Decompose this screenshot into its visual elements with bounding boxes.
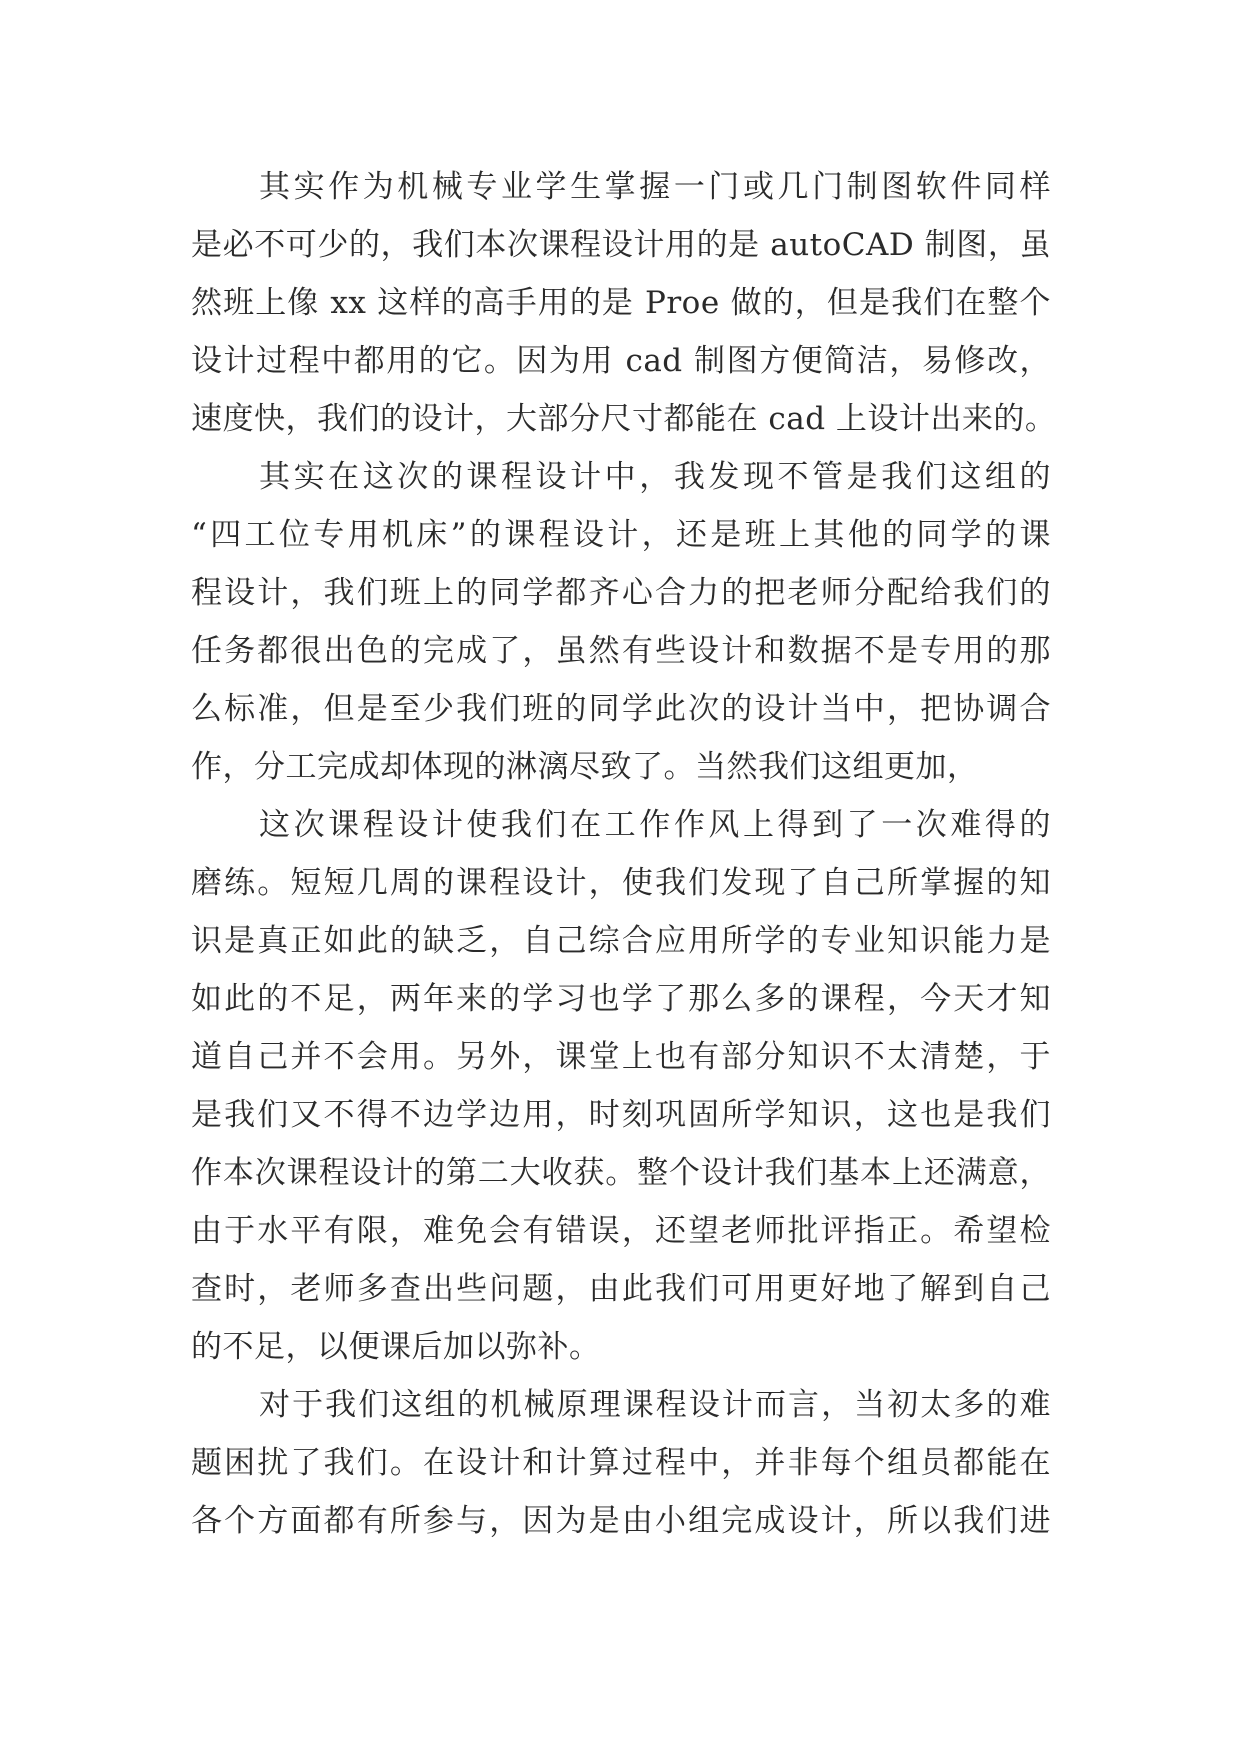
- text-line: 其实作为机械专业学生掌握一门或几门制图软件同样: [259, 169, 1051, 205]
- document-body: [191, 158, 1057, 1550]
- text-line: 各个方面都有所参与，因为是由小组完成设计，所以我们进: [191, 1503, 1051, 1539]
- text-line: 如此的不足，两年来的学习也学了那么多的课程，今天才知: [191, 981, 1051, 1017]
- text-line: 程设计，我们班上的同学都齐心合力的把老师分配给我们的: [191, 575, 1051, 611]
- text-line: 识是真正如此的缺乏，自己综合应用所学的专业知识能力是: [191, 923, 1051, 959]
- text-line: “四工位专用机床”的课程设计，还是班上其他的同学的课: [191, 517, 1051, 553]
- text-line: 其实在这次的课程设计中，我发现不管是我们这组的: [259, 459, 1051, 495]
- text-line: 磨练。短短几周的课程设计，使我们发现了自己所掌握的知: [191, 865, 1051, 901]
- paragraph: [191, 796, 1051, 1376]
- text-line: 然班上像 xx 这样的高手用的是 Proe 做的，但是我们在整个: [191, 285, 1051, 321]
- text-line: 任务都很出色的完成了，虽然有些设计和数据不是专用的那: [191, 633, 1051, 669]
- text-line: 的不足，以便课后加以弥补。: [191, 1329, 601, 1365]
- text-line: 设计过程中都用的它。因为用 cad 制图方便简洁，易修改，: [191, 343, 1051, 379]
- text-line: 由于水平有限，难免会有错误，还望老师批评指正。希望检: [191, 1213, 1051, 1249]
- text-line: 查时，老师多查出些问题，由此我们可用更好地了解到自己: [191, 1271, 1051, 1307]
- paragraph: [191, 158, 1057, 448]
- text-line: 是我们又不得不边学边用，时刻巩固所学知识，这也是我们: [191, 1097, 1051, 1133]
- text-line: 对于我们这组的机械原理课程设计而言，当初太多的难: [259, 1387, 1051, 1423]
- text-line: 么标准，但是至少我们班的同学此次的设计当中，把协调合: [191, 691, 1051, 727]
- text-line: 作本次课程设计的第二大收获。整个设计我们基本上还满意，: [191, 1155, 1051, 1191]
- text-line: 题困扰了我们。在设计和计算过程中，并非每个组员都能在: [191, 1445, 1051, 1481]
- paragraph: [191, 448, 1051, 796]
- paragraph: [191, 1376, 1051, 1550]
- text-line: 是必不可少的，我们本次课程设计用的是 autoCAD 制图，虽: [191, 227, 1051, 263]
- text-line: 作，分工完成却体现的淋漓尽致了。当然我们这组更加，: [191, 749, 979, 785]
- text-line: 道自己并不会用。另外，课堂上也有部分知识不太清楚，于: [191, 1039, 1051, 1075]
- text-line: 这次课程设计使我们在工作作风上得到了一次难得的: [259, 807, 1051, 843]
- text-line: 速度快，我们的设计，大部分尺寸都能在 cad 上设计出来的。: [191, 401, 1057, 437]
